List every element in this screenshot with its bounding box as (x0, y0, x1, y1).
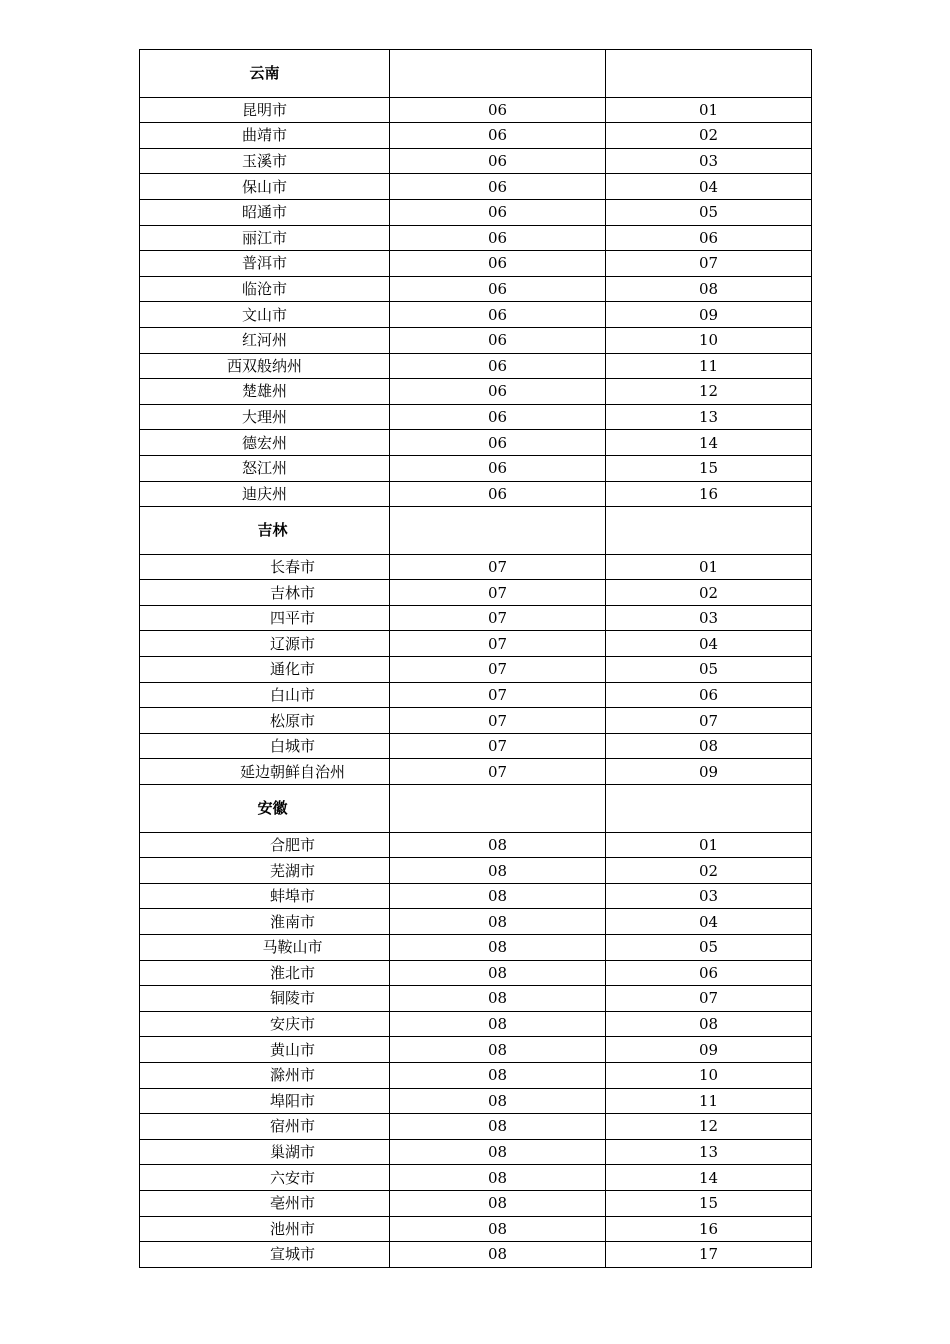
city-name-cell: 亳州市 (140, 1190, 390, 1216)
province-code-cell: 08 (390, 986, 606, 1012)
table-row (140, 481, 812, 507)
city-code-cell: 02 (606, 123, 812, 149)
city-name-cell: 曲靖市 (140, 123, 390, 149)
province-code-empty-cell (390, 50, 606, 98)
table-row (140, 631, 812, 657)
table-row (140, 682, 812, 708)
table-row (140, 379, 812, 405)
province-code-cell: 08 (390, 883, 606, 909)
province-code-cell: 07 (390, 759, 606, 785)
table-row (140, 174, 812, 200)
city-name-cell: 昆明市 (140, 97, 390, 123)
province-code-cell: 08 (390, 1165, 606, 1191)
province-code-cell: 08 (390, 1139, 606, 1165)
city-name-cell: 淮南市 (140, 909, 390, 935)
table-row (140, 1114, 812, 1140)
table-row (140, 580, 812, 606)
city-name-cell: 保山市 (140, 174, 390, 200)
city-code-cell: 05 (606, 657, 812, 683)
city-code-cell: 13 (606, 1139, 812, 1165)
table-row (140, 1139, 812, 1165)
city-name-cell: 六安市 (140, 1165, 390, 1191)
region-code-table (139, 49, 812, 1268)
province-code-cell: 07 (390, 631, 606, 657)
city-code-cell: 07 (606, 986, 812, 1012)
province-code-cell: 06 (390, 225, 606, 251)
province-code-cell: 08 (390, 1062, 606, 1088)
province-code-cell: 08 (390, 1190, 606, 1216)
table-row (140, 935, 812, 961)
city-code-cell: 13 (606, 404, 812, 430)
city-name-cell: 临沧市 (140, 276, 390, 302)
city-name-cell: 大理州 (140, 404, 390, 430)
city-name-cell: 芜湖市 (140, 858, 390, 884)
table-row (140, 832, 812, 858)
city-name-cell: 滁州市 (140, 1062, 390, 1088)
province-code-cell: 06 (390, 148, 606, 174)
city-name-cell: 辽源市 (140, 631, 390, 657)
table-row (140, 199, 812, 225)
city-code-cell: 06 (606, 960, 812, 986)
province-code-cell: 08 (390, 832, 606, 858)
city-name-cell: 吉林市 (140, 580, 390, 606)
city-code-cell: 04 (606, 174, 812, 200)
table-row (140, 883, 812, 909)
table-row (140, 1062, 812, 1088)
province-code-cell: 08 (390, 1037, 606, 1063)
table-row (140, 251, 812, 277)
city-name-cell: 四平市 (140, 605, 390, 631)
province-code-empty-cell (390, 785, 606, 833)
city-code-cell: 05 (606, 935, 812, 961)
city-name-cell: 埠阳市 (140, 1088, 390, 1114)
province-name: 安徽 (140, 785, 390, 833)
table-row (140, 430, 812, 456)
city-code-cell: 07 (606, 708, 812, 734)
city-code-cell: 02 (606, 580, 812, 606)
table-row (140, 960, 812, 986)
city-name-cell: 铜陵市 (140, 986, 390, 1012)
city-code-cell: 04 (606, 909, 812, 935)
province-code-cell: 08 (390, 858, 606, 884)
province-code-cell: 06 (390, 251, 606, 277)
province-code-cell: 06 (390, 430, 606, 456)
city-name-cell: 白城市 (140, 733, 390, 759)
province-header-row (140, 507, 812, 555)
table-row (140, 1216, 812, 1242)
city-code-cell: 03 (606, 883, 812, 909)
table-row (140, 455, 812, 481)
city-code-cell: 07 (606, 251, 812, 277)
province-code-cell: 06 (390, 123, 606, 149)
city-code-cell: 09 (606, 1037, 812, 1063)
city-name-cell: 池州市 (140, 1216, 390, 1242)
city-name-cell: 松原市 (140, 708, 390, 734)
city-code-empty-cell (606, 507, 812, 555)
province-code-cell: 08 (390, 935, 606, 961)
table-row (140, 858, 812, 884)
province-code-cell: 07 (390, 605, 606, 631)
city-name-cell: 通化市 (140, 657, 390, 683)
table-row (140, 302, 812, 328)
city-name-cell: 红河州 (140, 327, 390, 353)
city-code-cell: 02 (606, 858, 812, 884)
city-name-cell: 德宏州 (140, 430, 390, 456)
province-name: 吉林 (140, 507, 390, 555)
city-code-empty-cell (606, 50, 812, 98)
city-code-cell: 11 (606, 353, 812, 379)
city-code-cell: 14 (606, 430, 812, 456)
table-row (140, 148, 812, 174)
province-code-cell: 08 (390, 909, 606, 935)
city-name-cell: 丽江市 (140, 225, 390, 251)
table-row (140, 1037, 812, 1063)
city-code-cell: 06 (606, 682, 812, 708)
province-code-cell: 06 (390, 276, 606, 302)
city-name-cell: 淮北市 (140, 960, 390, 986)
province-code-cell: 07 (390, 708, 606, 734)
city-name-cell: 普洱市 (140, 251, 390, 277)
table-row (140, 225, 812, 251)
table-row (140, 554, 812, 580)
city-code-cell: 08 (606, 733, 812, 759)
city-code-cell: 15 (606, 1190, 812, 1216)
city-name-cell: 巢湖市 (140, 1139, 390, 1165)
table-row (140, 97, 812, 123)
city-name-cell: 合肥市 (140, 832, 390, 858)
province-code-cell: 06 (390, 481, 606, 507)
city-name-cell: 玉溪市 (140, 148, 390, 174)
province-code-cell: 06 (390, 97, 606, 123)
city-name-cell: 昭通市 (140, 199, 390, 225)
city-name-cell: 西双般纳州 (140, 353, 390, 379)
city-code-cell: 01 (606, 554, 812, 580)
city-name-cell: 迪庆州 (140, 481, 390, 507)
province-code-cell: 08 (390, 1216, 606, 1242)
city-code-cell: 08 (606, 276, 812, 302)
province-code-cell: 06 (390, 302, 606, 328)
table-row (140, 733, 812, 759)
city-code-cell: 15 (606, 455, 812, 481)
table-row (140, 605, 812, 631)
city-name-cell: 宿州市 (140, 1114, 390, 1140)
city-code-cell: 17 (606, 1242, 812, 1268)
city-name-cell: 黄山市 (140, 1037, 390, 1063)
city-code-cell: 12 (606, 1114, 812, 1140)
city-code-cell: 16 (606, 1216, 812, 1242)
table-row (140, 1165, 812, 1191)
table-row (140, 986, 812, 1012)
city-code-cell: 10 (606, 327, 812, 353)
city-name-cell: 长春市 (140, 554, 390, 580)
city-name-cell: 延边朝鲜自治州 (140, 759, 390, 785)
province-name: 云南 (140, 50, 390, 98)
province-code-cell: 06 (390, 174, 606, 200)
table-row (140, 1088, 812, 1114)
province-header-row (140, 785, 812, 833)
table-row (140, 353, 812, 379)
province-code-cell: 08 (390, 960, 606, 986)
table-body (140, 50, 812, 1268)
city-name-cell: 楚雄州 (140, 379, 390, 405)
city-code-cell: 03 (606, 148, 812, 174)
table-row (140, 759, 812, 785)
province-code-cell: 08 (390, 1088, 606, 1114)
city-code-cell: 11 (606, 1088, 812, 1114)
table-row (140, 1011, 812, 1037)
city-code-cell: 05 (606, 199, 812, 225)
table-row (140, 404, 812, 430)
province-code-cell: 07 (390, 733, 606, 759)
city-name-cell: 怒江州 (140, 455, 390, 481)
province-code-cell: 06 (390, 327, 606, 353)
city-code-empty-cell (606, 785, 812, 833)
city-name-cell: 马鞍山市 (140, 935, 390, 961)
city-code-cell: 08 (606, 1011, 812, 1037)
table-row (140, 1190, 812, 1216)
table-row (140, 909, 812, 935)
city-name-cell: 白山市 (140, 682, 390, 708)
table-row (140, 123, 812, 149)
city-name-cell: 文山市 (140, 302, 390, 328)
city-code-cell: 12 (606, 379, 812, 405)
province-code-cell: 07 (390, 657, 606, 683)
city-name-cell: 安庆市 (140, 1011, 390, 1037)
city-code-cell: 01 (606, 97, 812, 123)
city-code-cell: 06 (606, 225, 812, 251)
table-row (140, 1242, 812, 1268)
table-row (140, 708, 812, 734)
province-code-cell: 07 (390, 554, 606, 580)
city-code-cell: 09 (606, 759, 812, 785)
table-row (140, 276, 812, 302)
province-code-cell: 06 (390, 379, 606, 405)
province-code-cell: 06 (390, 404, 606, 430)
province-code-cell: 08 (390, 1242, 606, 1268)
city-name-cell: 蚌埠市 (140, 883, 390, 909)
table-row (140, 657, 812, 683)
province-code-cell: 06 (390, 199, 606, 225)
city-name-cell: 宣城市 (140, 1242, 390, 1268)
city-code-cell: 09 (606, 302, 812, 328)
province-code-cell: 06 (390, 353, 606, 379)
province-code-empty-cell (390, 507, 606, 555)
province-code-cell: 08 (390, 1011, 606, 1037)
table-row (140, 327, 812, 353)
province-code-cell: 07 (390, 580, 606, 606)
province-code-cell: 06 (390, 455, 606, 481)
province-code-cell: 08 (390, 1114, 606, 1140)
city-code-cell: 01 (606, 832, 812, 858)
city-code-cell: 14 (606, 1165, 812, 1191)
city-code-cell: 16 (606, 481, 812, 507)
province-code-cell: 07 (390, 682, 606, 708)
city-code-cell: 03 (606, 605, 812, 631)
province-header-row (140, 50, 812, 98)
city-code-cell: 10 (606, 1062, 812, 1088)
city-code-cell: 04 (606, 631, 812, 657)
